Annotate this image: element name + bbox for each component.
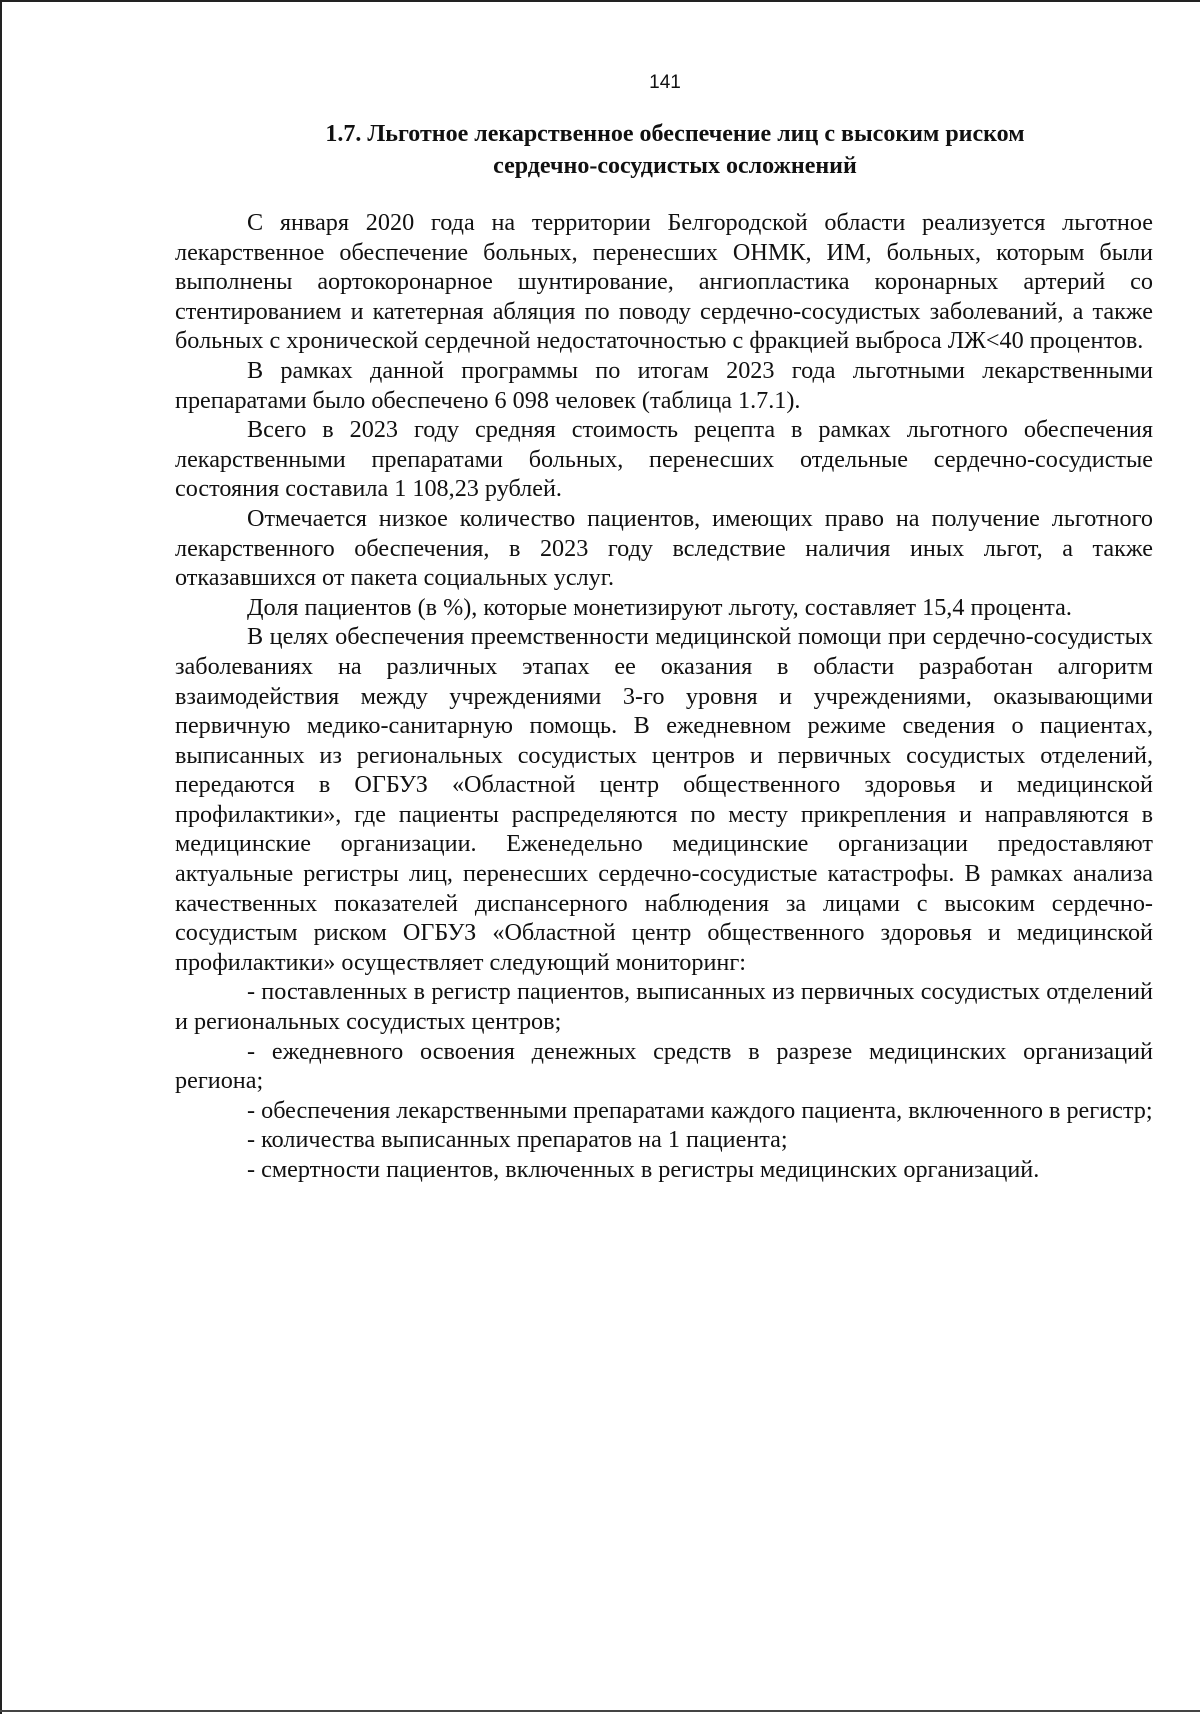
paragraph-continuity-algorithm: В целях обеспечения преемственности медицинской помощи при сердечно-сосудистых заболеваниях на различных этапах ее оказания в области разработан алгоритм взаимодействия между учреждениями 3-го уровня и учреждениями, оказывающими первичную медико-санитарную помощь. В ежедневном режиме сведения о пациентах, выписанных из региональных сосудистых центров и первичных сосудистых отделений, передаются в ОГБУЗ «Областной центр общественного здоровья и медицинской профилактики», где пациенты распределяются по месту прикрепления и направляются в медицинские организации. Еженедельно медицинские организации предоставляют актуальные регистры лиц, перенесших сердечно-сосудистые катастрофы. В рамках анализа качественных показателей диспансерного наблюдения за лицами с высоким сердечно-сосудистым риском ОГБУЗ «Областной центр общественного здоровья и медицинской профилактики» осуществляет следующий мониторинг: — [175, 623, 1153, 976]
paragraph-patients-provided: В рамках данной программы по итогам 2023 года льготными лекарственными препаратами было обеспечено 6 098 человек (таблица 1.7.1). — [175, 356, 1153, 414]
paragraph-program-intro: С января 2020 года на территории Белгородской области реализуется льготное лекарственное обеспечение больных, перенесших ОНМК, ИМ, больных, которым были выполнены аортокоронарное шунтирование, ангиопластика коронарных артерий со стентированием и катетерная абляция по поводу сердечно-сосудистых заболеваний, а также больных с хронической сердечной недостаточностью с фракцией выброса ЛЖ<40 процентов. — [175, 209, 1153, 355]
list-item-mortality: - смертности пациентов, включенных в регистры медицинских организаций. — [247, 1156, 1040, 1183]
list-item-funds: - ежедневного освоения денежных средств в разрезе медицинских организаций региона; — [175, 1037, 1153, 1095]
paragraph-low-patient-count: Отмечается низкое количество пациентов, имеющих право на получение льготного лекарственного обеспечения, в 2023 году вследствие наличия иных льгот, а также отказавшихся от пакета социальных услуг. — [175, 504, 1153, 592]
scan-frame-bottom — [0, 1710, 1200, 1712]
section-heading-line-2: сердечно-сосудистых осложнений — [493, 153, 857, 179]
list-item-prescription-count: - количества выписанных препаратов на 1 пациента; — [247, 1126, 788, 1154]
scan-frame-top — [0, 0, 1200, 2]
paragraph-monetization-share: Доля пациентов (в %), которые монетизируют льготу, составляет 15,4 процента. — [247, 593, 1072, 621]
section-heading — [175, 118, 1175, 182]
section-heading-line-1: 1.7. Льготное лекарственное обеспечение лиц с высоким риском — [325, 121, 1025, 147]
list-item-registry: - поставленных в регистр пациентов, выписанных из первичных сосудистых отделений и региональных сосудистых центров; — [175, 978, 1153, 1036]
scan-frame-left — [0, 0, 2, 1714]
list-item-drug-supply: - обеспечения лекарственными препаратами каждого пациента, включенного в регистр; — [247, 1096, 1153, 1124]
document-body — [175, 208, 1153, 1185]
page-number: 141 — [649, 72, 681, 93]
paragraph-prescription-cost: Всего в 2023 году средняя стоимость рецепта в рамках льготного обеспечения лекарственными препаратами больных, перенесших отдельные сердечно-сосудистые состояния составила 1 108,23 рублей. — [175, 416, 1153, 503]
